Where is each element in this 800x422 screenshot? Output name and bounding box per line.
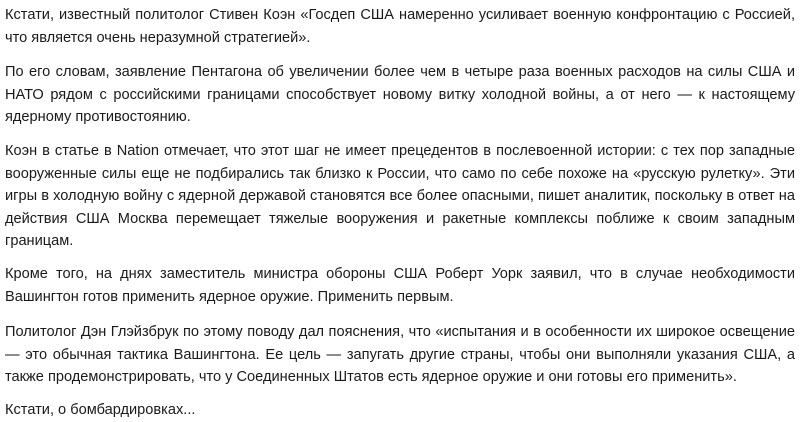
paragraph-work-statement: Кроме того, на днях заместитель министра обороны США Роберт Уорк заявил, что в случае необходимости Вашингтон готов применить ядерное оружие. Применить первым. (5, 266, 795, 305)
paragraph-bombing-cutoff: Кстати, о бомбардировках... (5, 402, 196, 418)
paragraph-nation-article: Коэн в статье в Nation отмечает, что этот шаг не имеет прецедентов в послевоенной истории: с тех пор западные вооруженные силы еще не подбирались так близко к России, что само по себе похоже на «русскую рулетку». Эти игры в холодную войну с ядерной державой становятся все более опасными, пишет аналитик, поскольку в ответ на действия США Москва перемещает тяжелые вооружения и ракетные комплексы поближе к своим западным границам. (5, 143, 795, 249)
paragraph-glazebrook: Политолог Дэн Глэйзбрук по этому поводу дал пояснения, что «испытания и в особенности их широкое освещение — это обычная тактика Вашингтона. Ее цель — запугать другие страны, чтобы они выполняли указания США, а также продемонстрировать, что у Соединенных Штатов есть ядерное оружие и они готовы его применить». (5, 324, 795, 385)
paragraph-pentagon-statement: По его словам, заявление Пентагона об увеличении более чем в четыре раза военных расходов на силы США и НАТО рядом с российскими границами способствует новому витку холодной войны, а от него — к настоящему ядерному противостоянию. (5, 64, 795, 125)
paragraph-cohen-quote: Кстати, известный политолог Стивен Коэн «Госдеп США намеренно усиливает военную конфронтацию с Россией, что является очень неразумной стратегией». (5, 7, 795, 46)
